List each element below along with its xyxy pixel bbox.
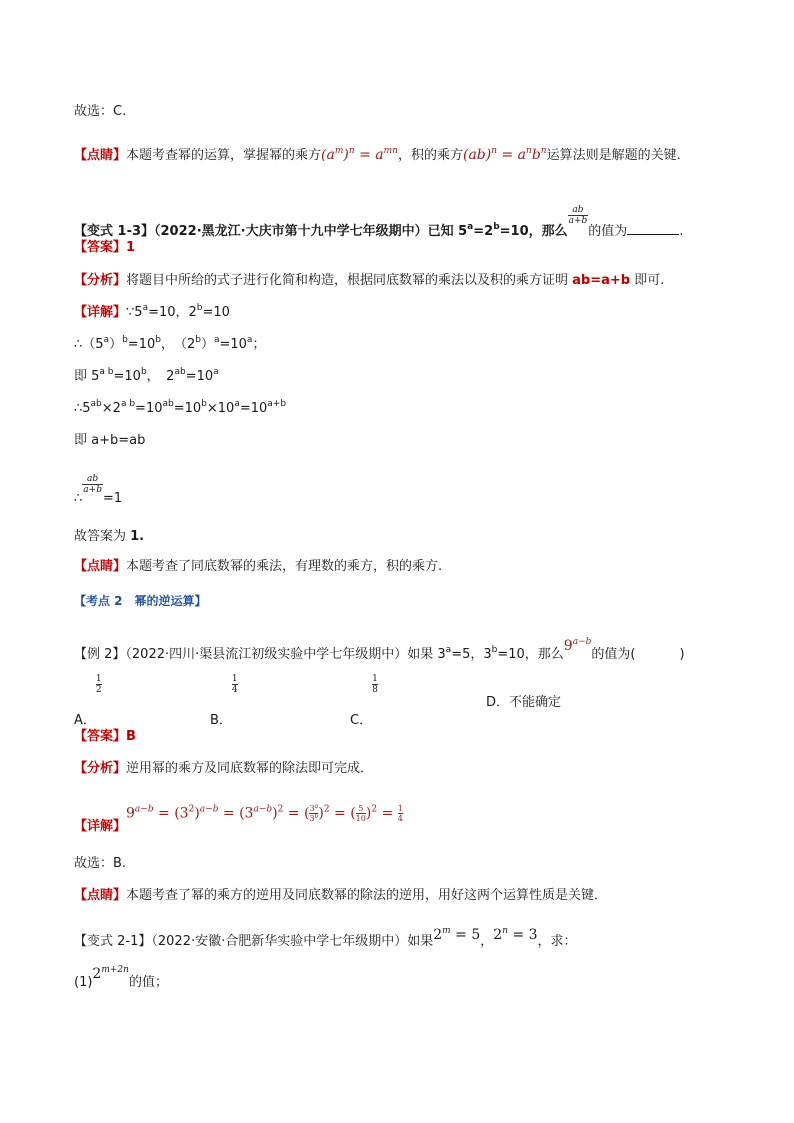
answer-choice-line: 故选：C. (74, 104, 127, 119)
answer-blank (627, 222, 679, 235)
variant-1-3-question: 【变式 1-3】（2022·黑龙江·大庆市第十九中学七年级期中）已知 $5^a=2^b=10$，那么 $\frac{ab}{a+b}$ 的值为 . (74, 205, 684, 239)
derivation-formula: $9^{a-b} = (3^2)^{a-b} = (3^{a-b})^2$ = ( $\frac{3^a}{3^b})^2$ = ( $\frac{5}{10})^2$ = $\frac{1}{4}$ (126, 803, 403, 823)
product-power-formula: $(ab)^n = a^nb^n$ (463, 146, 547, 163)
remark-tag: 【点睛】 (74, 148, 127, 163)
option-b[interactable]: B． $\frac{1}{4}$ (210, 674, 238, 728)
answer-line: 【答案】1 (74, 240, 136, 255)
answer-line-2: 【答案】B (74, 729, 136, 744)
options-row (74, 674, 714, 728)
fraction-ab-over-a-plus-b: $\frac{ab}{a+b}$ (568, 205, 588, 226)
detail-line-6: ∴ $\frac{ab}{a+b}$ =1 (74, 474, 123, 506)
analysis-line: 【分析】将题目中所给的式子进行化简和构造，根据同底数幂的乘法以及积的乘方证明 ab=a+b 即可. (74, 273, 665, 288)
analysis-line-2: 【分析】逆用幂的乘方及同底数幂的除法即可完成． (74, 761, 374, 776)
remark-line-3: 【点睛】本题考查了幂的乘方的逆用及同底数幂的除法的逆用，用好这两个运算性质是关键． (74, 888, 608, 903)
option-d[interactable]: D．不能确定 (486, 695, 562, 710)
option-a[interactable]: A． $\frac{1}{2}$ (74, 674, 102, 728)
detail-formula-line: 【详解】 $9^{a-b} = (3^2)^{a-b} = (3^{a-b})^2$ = ( $\frac{3^a}{3^b})^2$ = ( $\frac{5}{10})^2$ = $\frac{1}{4}$ (74, 803, 403, 834)
detail-line-1: 【详解】$\because 5^a=10$，$2^b=10$ (74, 303, 230, 320)
detail-line-4: $\therefore 5^{ab}\times 2^{a b}=10^{ab}=10^b\times 10^a=10^{a+b}$ (74, 399, 287, 416)
fraction-exponent: $\frac{ab}{a+b}$ (83, 474, 102, 495)
remark-line-2: 【点睛】本题考查了同底数幂的乘法，有理数的乘方，积的乘方. (74, 559, 443, 574)
detail-line-2: $\therefore(5^a)^b=10^b$， $(2^b)^a=10^a$； (74, 335, 266, 352)
variant-2-1-question: 【变式 2-1】（2022·安徽·合肥新华实验中学七年级期中）如果$2^m = 5$，$2^n = 3$，求： (74, 926, 577, 949)
section-heading-kaodian-2: 【考点 2 幂的逆运算】 (74, 594, 207, 608)
option-c[interactable]: C． $\frac{1}{8}$ (350, 674, 378, 728)
nine-power-expr: $9^{a-b}$ (563, 637, 592, 654)
remark-line: 【点睛】本题考查幂的运算，掌握幂的乘方$(a^m)^n = a^{mn}$，积的乘方$(ab)^n = a^nb^n$运算法则是解题的关键． (74, 146, 690, 163)
example-2-question: 【例 2】（2022·四川·渠县流江初级实验中学七年级期中）如果 $3^a=5$，$3^b=10$，那么$9^{a-b}$的值为( ) (74, 637, 685, 662)
answer-choice-line-2: 故选：B. (74, 856, 127, 871)
power-rule-formula: $(a^m)^n = a^{mn}$ (321, 146, 398, 163)
detail-line-3: 即 $5^{a b}=10^b$， $2^{ab}=10^a$ (74, 367, 219, 384)
detail-line-5: 即 a+b=ab (74, 433, 146, 448)
conclusion-line: 故答案为 1. (74, 529, 145, 544)
sub-question-1: $(1)2^{m+2n}$的值； (74, 965, 168, 990)
